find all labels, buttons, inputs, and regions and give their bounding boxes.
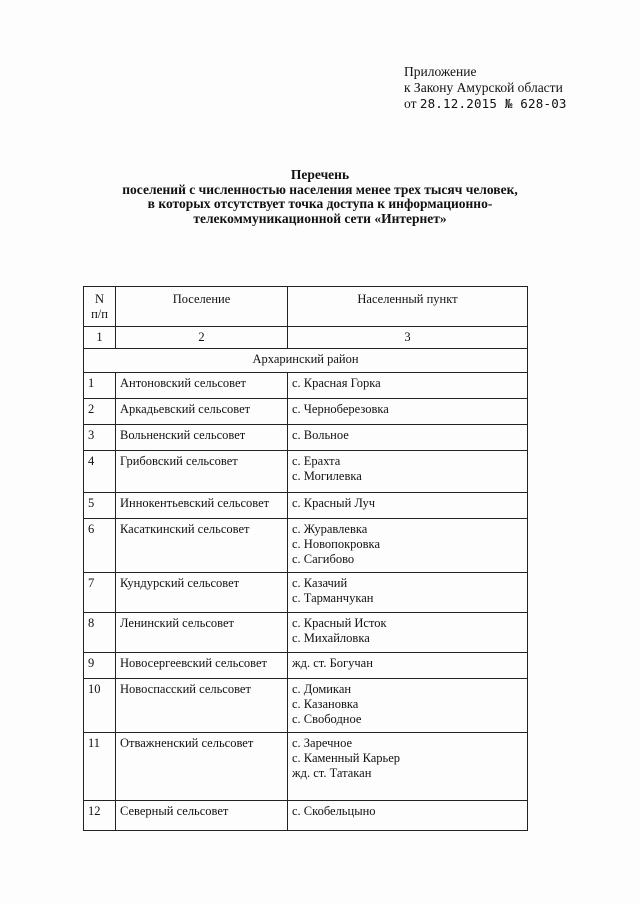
locality-name: с. Журавлевка	[292, 522, 368, 536]
localities-cell	[288, 425, 528, 451]
appendix-date-line	[404, 96, 567, 112]
header-settlement: Поселение	[116, 287, 288, 327]
localities-cell	[288, 801, 528, 831]
localities-cell	[288, 573, 528, 613]
row-number: 9	[84, 653, 116, 679]
settlement-name: Грибовский сельсовет	[116, 451, 288, 493]
locality-name: с. Красный Исток	[292, 616, 387, 630]
locality-name: с. Красный Луч	[292, 496, 376, 510]
table-row	[84, 425, 528, 451]
settlement-name: Иннокентьевский сельсовет	[116, 493, 288, 519]
table-header-row	[84, 287, 528, 327]
localities-cell	[288, 493, 528, 519]
district-row	[84, 349, 528, 373]
column-number-1: 1	[84, 327, 116, 349]
localities-cell	[288, 399, 528, 425]
column-number-2: 2	[116, 327, 288, 349]
row-number: 11	[84, 733, 116, 801]
header-number-line-2: п/п	[91, 307, 108, 321]
settlement-name: Новоспасский сельсовет	[116, 679, 288, 733]
header-number-line-1: N	[94, 292, 105, 306]
appendix-law: к Закону Амурской области	[404, 80, 563, 95]
localities-cell	[288, 653, 528, 679]
row-number: 6	[84, 519, 116, 573]
table-row	[84, 679, 528, 733]
row-number: 1	[84, 373, 116, 399]
settlement-name: Отважненский сельсовет	[116, 733, 288, 801]
table-row	[84, 573, 528, 613]
locality-name: с. Красная Горка	[292, 376, 381, 390]
locality-name: с. Казановка	[292, 697, 359, 711]
table-row	[84, 399, 528, 425]
table-row	[84, 519, 528, 573]
locality-name: жд. ст. Богучан	[292, 656, 373, 670]
row-number: 8	[84, 613, 116, 653]
locality-name: с. Новопокровка	[292, 537, 380, 551]
table-row	[84, 493, 528, 519]
row-number: 2	[84, 399, 116, 425]
table-row	[84, 653, 528, 679]
locality-name: с. Свободное	[292, 712, 362, 726]
settlement-name: Аркадьевский сельсовет	[116, 399, 288, 425]
document-title	[90, 168, 550, 226]
locality-name: с. Заречное	[292, 736, 353, 750]
district-name: Архаринский район	[84, 349, 528, 373]
header-number	[84, 287, 116, 327]
column-number-3: 3	[288, 327, 528, 349]
settlement-name: Вольненский сельсовет	[116, 425, 288, 451]
table-row	[84, 373, 528, 399]
locality-name: с. Вольное	[292, 428, 349, 442]
locality-name: с. Тарманчукан	[292, 591, 374, 605]
settlement-name: Новосергеевский сельсовет	[116, 653, 288, 679]
locality-name: с. Скобельцыно	[292, 804, 376, 818]
locality-name: с. Могилевка	[292, 469, 362, 483]
row-number: 12	[84, 801, 116, 831]
locality-name: с. Казачий	[292, 576, 348, 590]
appendix-label: Приложение	[404, 64, 477, 79]
settlement-name: Ленинский сельсовет	[116, 613, 288, 653]
locality-name: с. Михайловка	[292, 631, 370, 645]
localities-cell	[288, 451, 528, 493]
localities-cell	[288, 373, 528, 399]
row-number: 3	[84, 425, 116, 451]
title-line-4: телекоммуникационной сети «Интернет»	[193, 210, 447, 226]
locality-name: с. Черноберезовка	[292, 402, 389, 416]
appendix-date-prefix: от	[404, 96, 417, 111]
row-number: 4	[84, 451, 116, 493]
table-row	[84, 613, 528, 653]
locality-name: с. Сагибово	[292, 552, 355, 566]
localities-cell	[288, 679, 528, 733]
table-row	[84, 801, 528, 831]
settlements-table	[83, 286, 528, 831]
locality-name: с. Ерахта	[292, 454, 341, 468]
table-row	[84, 733, 528, 801]
row-number: 7	[84, 573, 116, 613]
settlement-name: Северный сельсовет	[116, 801, 288, 831]
settlement-name: Антоновский сельсовет	[116, 373, 288, 399]
settlement-name: Кундурский сельсовет	[116, 573, 288, 613]
appendix-date-ref: 28.12.2015 № 628-03	[419, 96, 567, 111]
localities-cell	[288, 613, 528, 653]
row-number: 10	[84, 679, 116, 733]
title-line-3: в которых отсутствует точка доступа к информационно-	[147, 196, 493, 211]
locality-name: с. Домикан	[292, 682, 352, 696]
title-line-2: поселений с численностью населения менее трех тысяч человек,	[122, 181, 518, 197]
column-numbers-row	[84, 327, 528, 349]
table-row	[84, 451, 528, 493]
row-number: 5	[84, 493, 116, 519]
header-locality: Населенный пункт	[288, 287, 528, 327]
appendix-block	[404, 64, 567, 112]
title-line-1: Перечень	[290, 167, 350, 182]
localities-cell	[288, 519, 528, 573]
settlement-name: Касаткинский сельсовет	[116, 519, 288, 573]
locality-name: с. Каменный Карьер	[292, 751, 401, 765]
localities-cell	[288, 733, 528, 801]
locality-name: жд. ст. Татакан	[292, 766, 372, 780]
